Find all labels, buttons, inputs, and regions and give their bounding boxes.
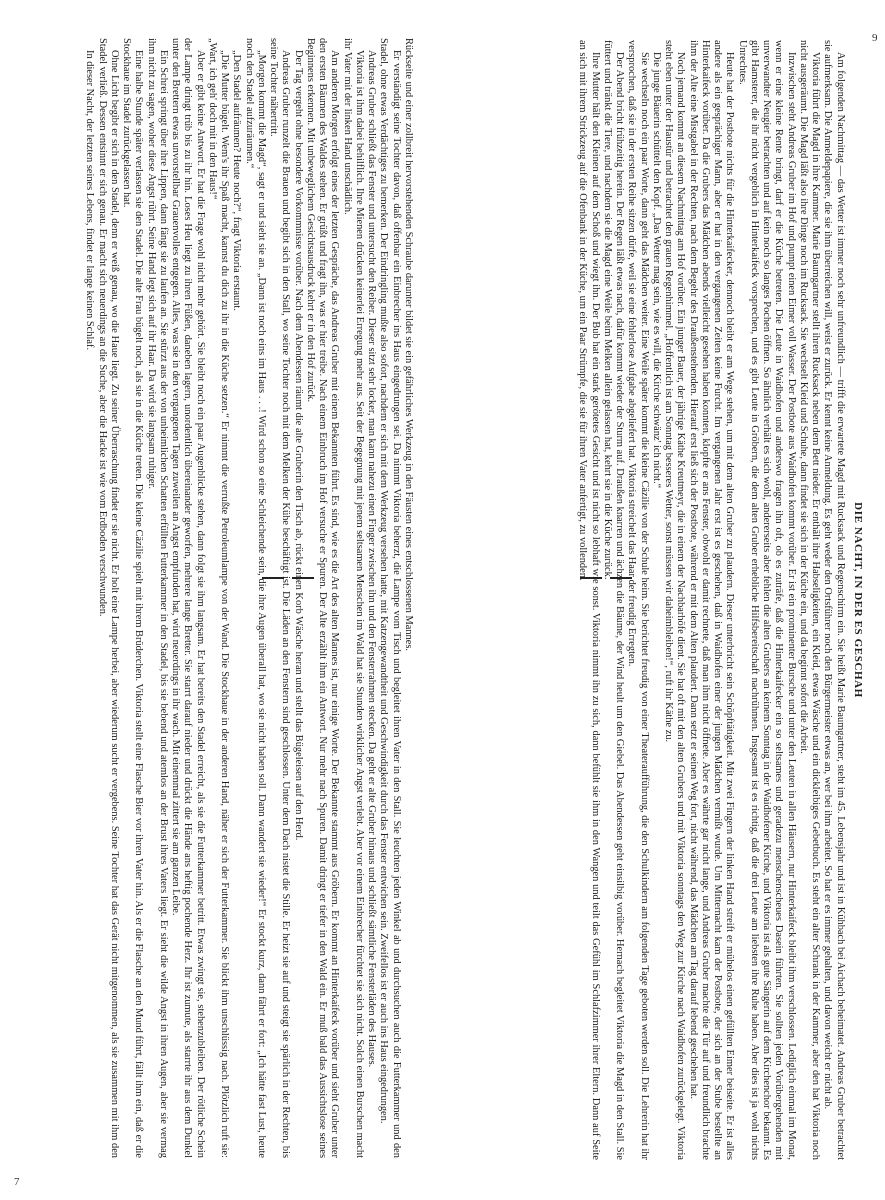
paragraph: Rückseite und einer zollbreit hervorstehenden Schraube darunter bildet sie ein gefährliches Werkzeug in den Fäusten eines entschlossenen Mannes. (403, 38, 414, 651)
paragraph: Inzwischen steht Andreas Gruber im Hof und pumpt einen Eimer voll Wasser. Der Postbote aus Waidhofen kommt vorüber. Er ist ein prominenter Bursche und unter den Leuten in allen Häusern, nur Hinterkaifeck bleibt ihm verschlossen. Lediglich einmal im Monat, wenn er eine kleine Rente bringt, darf er die Küche betreten. Die Leute in Waidhofen und anderswo fragen ihn oft, ob es zuträfe, daß die Hinterkaifecker ein so seltsames und geradezu menschenscheues Dasein führten. Sie sollten jeden Vorübergehenden mit unverwandter Neugier betrachten und auf kein noch so langes Pochen öffnen. So ähnlich verhält es sich wohl, andererseits aber fehlen die alten Grubers an keinem Sonntag in der Waidhofener Kirche, und Viktoria ist als gute Sängerin auf dem Kirchenchor bekannt. Es gibt Hamsterer, die ihr nicht vergeblich in Hinterkaifeck vorsprechen, und es gibt Leute in Gröbern, die dem alten Gruber erhebliche Hilfsbereitschaft nachrühmen. Insgesamt ist es richtig, daß die drei Leute am liebsten ihre Ruhe haben. Aber dies ist ja wohl nichts Unrechtes. (736, 40, 797, 1160)
paragraph: Der Tag vergeht ohne besondere Vorkommnisse vorüber. Nach dem Abendessen räumt die alte Gruberin den Tisch ab, rückt einen Korb Wäsche heran und stellt das Bügeleisen auf den Herd. (292, 50, 304, 841)
paragraph: Ohne Licht begibt er sich in den Stadel, denn er weiß genau, wo die Haue liegt. Zu seiner Überraschung findet er sie nicht. Er holt eine Lampe herbei, aber wiederum sucht er vergebens. Seine Tochter hat das Gerät nicht mitgenommen, als sie zusammen mit ihm den Stadel verließ. Dessen entsinnt er sich genau. Er macht sich neuerdings an die Suche, aber die Hacke ist wie vom Erdboden verschwunden. (96, 38, 120, 1158)
paragraph: Viktoria ist ihm dabei behilflich. Ihre Mienen drücken keinerlei Erregung mehr aus. Seit der Begegnung mit jenem seltsamen Menschen im Wald hat sie Stunden wirklicher Angst verlebt. Aber vor einem Einbrecher fürchtet sie sich nicht. Solch einen Burschen macht ihr Vater mit der linken Hand unschädlich. (341, 38, 365, 1158)
right-page (438, 0, 868, 1200)
paragraph: Der Abend bricht frühzeitig herein. Der Regen läßt etwas nach, dafür kommt wieder der Sturm auf. Draußen knarren und ächzen die Bäume, der Wind heult um den Giebel. Das Abendessen geht einsilbig vorüber. Hernach begleitet Viktoria die Magd in den Stall. Sie füttert und tränkt die Tiere, und nachdem sie die Magd eine Weile beim Melken allein gelassen hat, kehrt sie in die Küche zurück. (602, 40, 626, 1160)
paragraph: Am anderen Morgen erfolgt eines der letzten Gespräche, das Andreas Gruber mit einem Bekannten führt. Es sind, wie es die Art des alten Mannes ist, nur einige Worte. Der Bekannte stammt aus Gröbern. Er kommt an Hinterkaifeck vorüber und sieht Gruber unter den ersten Bäumen des Waldes stehen. Er grüßt und fragt ihn, was er hier treibe. Nach einem Einbruch im Hof versuche er Spuren. Der Alte erzählt ihm ein Antwort. Nur mehr nach Spuren. Damit dringt er tiefer in den Wald ein. Er muß bald das Aussichtslose seines Beginnens erkennen. Mit unbeweglichem Gesichtsausdruck kehrt er in den Hof zurück. (305, 38, 341, 1158)
paragraph: Andreas Gruber runzelt die Brauen und begibt sich in den Stall, wo seine Tochter noch mit dem Melken der Kühe beschäftigt ist. Die Läden an den Fenstern sind geschlossen. Unter dem Dach nistet die Stille. Er heizt sie auf und steigt sie spärlich in der Rechten, bis seine Tochter nähertritt. (268, 38, 292, 1158)
page-number-left: 7 (14, 1176, 20, 1188)
paragraph: „Die Mutter bügelt. Wem's ihr Spaß macht, kannst du dich zu ihr in die Küche setzen.“ Er nimmt die verrußte Petroleumlampe von der Wand. Die Stockhaue in der anderen Hand, näher er sich der Futterkammer. Sie blickt ihm unschlüssig nach. Plötzlich ruft sie: „Wart, ich geh' doch mit in den Haus!“ (207, 38, 231, 1158)
paragraph: Ihre Mutter hält den Kleinen auf dem Schoß und wiegt ihn. Der Bub hat ein stark gerötetes Gesicht und ist nicht so lebhaft wie sonst. Viktoria nimmt ihn zu sich, dann befühlt sie ihm in den Wangen und teilt das Gefühl im Schlafzimmer ihrer Eltern. Dann auf Seite an sich mit ihrem Strickzeug auf die Ofenbank in der Küche, um ein Paar Strümpfe, die sie für ihren Vater anfertigt, zu vollenden. (577, 40, 601, 1160)
page-number-right: 9 (872, 32, 878, 44)
paragraph: Aber er gibt keine Antwort. Er hat die Frage wohl nicht mehr gehört. Sie bleibt noch ein paar Augenblicke stehen, dann folgt sie ihm langsam. Er hat bereits den Stadel erreicht, als sie die Futterkammer betritt. Etwas zwingt sie, stehenzubleiben. Der rötliche Schein der Lampe dringt trüb bis zu ihr hin. Loses Heu liegt zu ihren Füßen, daneben lagern, unordentlich übereinander geworfen, mehrere lange Bretter. Sie starrt darauf nieder und drückt die Hände ans heftig pochende Herz. Ihr ist zumute, als starrte ihr aus dem Dunkel unter den Brettern etwas unvorstellbar Grauenvolles entgegen. Alles, was sie in den vergangenen Tagen zuweilen an Angst empfunden hat, wird neuerdings in ihr wach. Mit einemmal zittert sie am ganzen Leibe. (170, 38, 206, 1158)
paragraph: In dieser Nacht, der letzten seines Lebens, findet er lange keinen Schlaf. (84, 50, 96, 351)
paragraph: Eine halbe Stunde später verlassen sie den Stadel. Die alte Frau bügelt noch, als sie in die Küche treten. Die kleine Cäzilie spielt mit ihrem Brüderchen. Viktoria stellt eine Flasche Bier vor ihren Vater hin. Als er die Flasche an den Mund führt, fällt ihm ein, daß er die Stockhaue im Stadel zurückgelassen hat. (121, 38, 145, 1158)
paragraph: Noch jemand kommt an diesem Nachmittag am Hof vorüber. Ein junger Bauer, der jährige Käthe Kreutmeyr, die in einem der Nachbarhöfe dient. Sie hat oft mit den alten Grubers und mit Viktoria sonntags den Weg zur Kirche nach Waidhofen zurückgelegt. Viktoria steht eben unter der Haustür und betrachtet den grauen Regenhimmel. „Hoffentlich ist am Sonntag besseres Wetter, sonst müssen wir daheimbleiben!“, ruft ihr Käthe zu. (663, 40, 687, 1160)
paragraph: Ein Schrei springt über ihre Lippen, dann fängt sie zu laufen an. Sie stürzt aus der von unheimlichen Schatten erfüllten Futterkammer in den Stadel, bis sie bebend und atemlos an der Brust ihres Vaters liegt. Er sieht die wilde Angst in ihren Augen, aber sie vermag ihm nicht zu sagen, woher diese Angst rührt. Seine Hand legt sich auf ihr Haar. Da wird sie langsam ruhiger. (145, 38, 169, 1158)
left-page (13, 0, 418, 1200)
paragraph: Heute hat der Postbote nichts für die Hinterkaifecker, dennoch bleibt er am Wege stehen, um mit dem alten Gruber zu plaudern. Dieser unterbricht sein Schöpftätigkeit. Mit zwei Fingern der linken Hand streift er mühelos einen gefüllten Eimer beiseite. Er ist alles andere als ein gesprächiger Mann, aber er hat in den vergangenen Zeiten keine Furcht. Im vergangenen Jahr erst ist es geschehen, daß in Waidhofen einer der jungen Mädchen vermißt wurde. Um Mitternacht kam der Postbote, der sich an der Stube bestellte an Hinterkaifeck vorüber. Da die Grubers das Mädchen abends vielleicht gesehen haben konnten, klopfte er ans Fenster, obwohl er damit rechnete, daß man ihm nicht öffnete. Aber es währte gar nicht lange, und Andreas Gruber machte die Tür auf und freundlich brachte ihm der Alte eine Mistgabel in der Rechten, nach dem Begehr des Draußenstehenden. Hierauf erst ließ sich der Postbote, während er mit dem Alten plaudert. Dann setzt er seinen Weg fort, nicht während, das Mädchen am Tag darauf lebend geschehen hat. (687, 40, 736, 1160)
right-page-text (438, 0, 868, 1200)
paragraph: „Den Stadel aufräumen? Heute noch?“, fragt Viktoria erstaunt. (231, 50, 243, 311)
paragraph: „Morgen kommt die Magd“, sagt er und sieht sie an. „Dann ist noch eins im Haus . . .! Wird schon so eine Schleichende sein, die ihre Augen überall hat, wo sie nicht haben soll. Dann wandert sie wieder!“ Er stockt kurz, dann fährt er fort: „Ich hätte fast Lust, heute noch den Stadel aufzuräumen.“ (243, 38, 267, 1158)
left-page-text (13, 0, 418, 1198)
chapter-title: DIE NACHT, IN DER ES GESCHAH (852, 502, 864, 698)
paragraph: Sie wechseln noch ein paar Worte, dann geht das Mädchen weiter. Eine Weile später kommt die kleine Cäzilie von der Schule heim. Sie berichtet freudig von einer Theateraufführung, die den Schulkindern am folgenden Tage geboten werden soll. Die Lehrerin hat ihr versprochen, daß sie in der ersten Reihe sitzen dürfe, weil sie eine fehlerlose Aufgabe abgeliefert hat. Viktoria streichelt das Haar der freudig Erregten. (626, 40, 650, 1160)
paragraph: Er verständigt seine Tochter davon, daß offenbar ein Einbrecher ins Haus eingedrungen sei. Da nimmt Viktoria beherzt, die Lampe vom Tisch und begleitet ihren Vater in den Stall. Sie leuchten jeden Winkel ab und durchsuchen auch die Futterkammer und den Stadel, ohne etwas Verdächtiges zu bemerken. Der Eindringling mußte also sofort, nachdem er sich mit dem Werkzeug versehen hatte, mit Katzengewandtheit und Geschwindigkeit durch das Fenster entwichen sein. Zweifellos ist er auch ins Haus eingedrungen. (378, 38, 402, 1158)
paragraph: Andreas Gruber schließt das Fenster und untersucht den Reiber. Dieser sitzt sehr locker, man kann nahezu einen Finger zwischen ihn und den Fensterrahmen stecken. Da geht er alte Gruber hinaus und schließt sämtliche Fensterläden des Hauses. (366, 50, 378, 1068)
paragraph: Am folgenden Nachmittag — das Wetter ist immer noch sehr unfreundlich — trifft die erwartete Magd mit Rucksack und Regenschirm ein. Sie heißt Marie Baumgartner, steht im 45. Lebensjahr und ist in Kühbach bei Aichach beheimatet. Andreas Gruber betrachtet sie aufmerksam. Die Anmeldepapiere, die sie ihm überreichen will, weist er zurück. Er kennt keine Anmeldung. Es geht weder den Ortsführer noch den Bürgermeister etwas an, wer bei ihm arbeitet. So hat er es immer gehalten, und davon weicht er nicht ab. (822, 40, 846, 1160)
paragraph: Die junge Bäuerin schüttelt den Kopf. „Das Wetter mag sein, wie es will, die Kirche schwänz' ich nicht.“ (651, 52, 662, 489)
paragraph: Viktoria führt die Magd in ihre Kammer. Marie Baumgartner stellt ihren Rucksack neben dem Bett nieder. Er enthält ihre Habseligkeiten, ein Kleid, etwas Wäsche und ein dickleibiges Gebetbuch. Es steht ein alter Schrank in der Kammer, aber den hat Viktoria noch nicht ausgeräumt. Die Magd läßt also ihre Dinge noch im Rucksack. Sie wechselt Kleid und Schuhe, dann findet sie sich in der Küche ein, und da beginnt sofort die Arbeit. (798, 40, 822, 1160)
